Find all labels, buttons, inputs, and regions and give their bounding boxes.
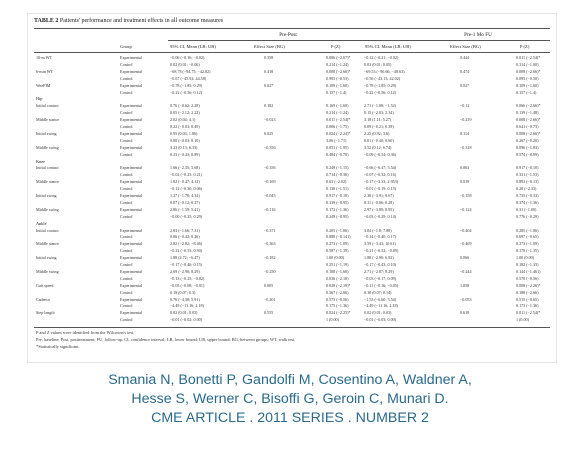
cell-ci-prefu: −0.09 (−0.54; 0.36) bbox=[364, 151, 397, 157]
cell-p-prepost: 0.273 (−1.09) bbox=[326, 241, 349, 247]
cell-group: Experimental bbox=[120, 179, 143, 185]
cell-p-prepost: 0.567 (−2.66) bbox=[326, 289, 349, 295]
cell-es-prepost: −0.356 bbox=[264, 165, 276, 171]
cell-es-prefu: 0.474 bbox=[460, 68, 470, 74]
group-header-pre-fu: Pre-1 Mo FU bbox=[464, 32, 492, 38]
cell-ci-prefu: −0.78 (−1.85; 0.29) bbox=[364, 82, 397, 88]
cell-p-prepost: 1.00 (0.00) bbox=[326, 255, 345, 261]
cell-es-prefu: −0.124 bbox=[460, 206, 472, 212]
cell-p-prefu: 0.314 (−1.00) bbox=[516, 61, 539, 67]
cell-ci-prefu: −0.03 (−0.17; 0.09) bbox=[364, 275, 397, 281]
cell-ci-prepost: 1.27 (−1.78; 4.34) bbox=[170, 193, 200, 198]
cell-p-prepost: 0.036 (−2.10) bbox=[326, 275, 349, 281]
cell-group: Control bbox=[120, 303, 133, 309]
cell-p-prefu: 0.331 (−1.53) bbox=[516, 172, 539, 178]
cell-es-prefu: 0.066 bbox=[460, 255, 470, 261]
cell-ci-prepost: −0.13 (−0.25; −0.02) bbox=[170, 275, 205, 281]
cell-p-prefu: 0.31 (−1.00) bbox=[516, 206, 537, 212]
cell-p-prepost: 0.917 (−0.10) bbox=[326, 193, 349, 198]
cell-group: Experimental bbox=[120, 206, 143, 212]
cell-p-prepost: 0.214 (−1.24) bbox=[326, 110, 349, 116]
caption-authors-line-1: Smania N, Bonetti P, Gandolfi M, Cosentino A, Waldner A, bbox=[108, 372, 472, 388]
cell-ci-prepost: −0.05 (−0.08; −0.01) bbox=[170, 282, 205, 288]
cell-measure: Initial contact bbox=[36, 227, 59, 233]
footnote-wilcoxon: P and Z values were identified from the Wilcoxon's test. bbox=[36, 330, 135, 335]
cell-group: Experimental bbox=[120, 310, 143, 316]
cell-p-prefu: 0.011 (−2.54)* bbox=[516, 310, 541, 316]
group-header-rule bbox=[168, 40, 550, 41]
col-header-p-1: P (Z) bbox=[331, 44, 341, 49]
cell-p-prefu: 0.182 (−1.33) bbox=[516, 262, 539, 267]
cell-p-prefu: 0.697 (−0.65) bbox=[516, 234, 539, 240]
header-bottom-rule bbox=[34, 52, 550, 53]
cell-measure: Gait speed bbox=[36, 282, 54, 288]
cell-measure: Middle swing bbox=[36, 144, 59, 150]
footnote-significance: *Statistically significant. bbox=[36, 344, 80, 349]
cell-p-prefu: 0.008 (−2.66)* bbox=[516, 117, 541, 123]
cell-ci-prepost: 2.86 (−1.59; 5.41) bbox=[170, 206, 200, 212]
cell-ci-prepost: −0.02 (−0.25; 0.21) bbox=[170, 172, 203, 178]
col-header-p-2: P (Z) bbox=[520, 44, 530, 49]
caption-series-line: CME ARTICLE . 2011 SERIES . NUMBER 2 bbox=[151, 410, 429, 426]
cell-p-prepost: 0.024 (−2.24)* bbox=[326, 130, 351, 136]
cell-p-prepost: 0.714 (−0.36) bbox=[326, 172, 349, 178]
cell-ci-prefu: −0.12 (−0.21; −0.02) bbox=[364, 55, 399, 60]
cell-ci-prepost: −0.22 (−0.56; 0.12) bbox=[170, 89, 203, 95]
cell-ci-prefu: −0.14 (−0.40; 0.17) bbox=[364, 234, 397, 240]
cell-p-prepost: 0.108 (−1.60) bbox=[326, 268, 349, 274]
cell-group: Control bbox=[120, 248, 133, 254]
cell-es-prefu: −0.318 bbox=[460, 144, 472, 150]
cell-group: Control bbox=[120, 199, 133, 205]
cell-p-prefu: 0.374 (−1.36) bbox=[516, 199, 539, 205]
cell-ci-prepost: −0.67 (−45.92; 44.58) bbox=[170, 75, 207, 81]
cell-es-prepost: −0.182 bbox=[264, 255, 276, 261]
cell-es-prefu: 0.063 bbox=[460, 165, 470, 171]
cell-es-prepost: −0.045 bbox=[264, 193, 276, 198]
cell-p-prefu: 0.095 (−0.50) bbox=[516, 75, 539, 81]
cell-es-prefu: −0.12 bbox=[460, 103, 470, 109]
cell-p-prepost: 0.175 (−1.36) bbox=[326, 303, 349, 309]
cell-measure: Middle stance bbox=[36, 179, 60, 185]
group-header-pre-post: Pre-Post bbox=[279, 32, 297, 38]
cell-p-prepost: 0.214 (−1.24) bbox=[326, 61, 349, 67]
cell-p-prepost: 0.169 (−1.60) bbox=[326, 103, 349, 109]
cell-ci-prefu: −4.49 (−11.16; 2.18) bbox=[364, 303, 398, 309]
cell-group: Experimental bbox=[120, 117, 143, 123]
cell-p-prefu: 0.178 (−1.35) bbox=[516, 248, 539, 254]
cell-group: Experimental bbox=[120, 68, 143, 74]
cell-measure: Initial swing bbox=[36, 193, 57, 198]
cell-p-prefu: 0.096 (−1.83) bbox=[516, 144, 539, 150]
cell-p-prefu: 0.066 (−2.66)* bbox=[516, 103, 541, 109]
cell-p-prefu: 0.574 (−0.99) bbox=[516, 151, 539, 157]
cell-ci-prefu: 0.11 (−0.06; 0.28) bbox=[364, 199, 394, 205]
cell-group: Experimental bbox=[120, 103, 143, 109]
cell-es-prepost: −0.363 bbox=[264, 241, 276, 247]
cell-p-prepost: 0.251 (−1.19) bbox=[326, 262, 349, 267]
cell-p-prepost: 0.249 (−1.15) bbox=[326, 165, 349, 171]
section-label: Ankle bbox=[36, 220, 47, 226]
cell-p-prepost: 0.024 (−2.25)* bbox=[326, 310, 351, 316]
cell-p-prepost: 0.995 (−0.53) bbox=[326, 75, 349, 81]
cell-ci-prefu: 0.09 (−0.21; 0.39) bbox=[364, 124, 394, 129]
cell-ci-prefu: 0.18 (0.07; 0.14) bbox=[364, 289, 392, 295]
cell-ci-prepost: −4.49 (−11.16; 2.18) bbox=[170, 303, 204, 309]
cell-measure: 6-min WT bbox=[36, 68, 54, 74]
cell-ci-prefu: 1.88 (−2.90; 6.92) bbox=[364, 255, 394, 261]
cell-ci-prepost: 1.82 (−0.47; 4.12) bbox=[170, 179, 200, 185]
cell-p-prepost: 1 (0.00) bbox=[326, 317, 339, 323]
cell-ci-prepost: −68.78 (−94.75; −42.82) bbox=[170, 68, 211, 74]
cell-ci-prefu: −0.11 (−0.16; −0.05) bbox=[364, 282, 399, 288]
cell-ci-prepost: 0.76 (−0.62; 2.28) bbox=[170, 103, 200, 109]
cell-group: Experimental bbox=[120, 227, 143, 233]
cell-ci-prepost: 3.23 (0.13; 6.33) bbox=[170, 144, 198, 150]
cell-p-prefu: 0.285 (−1.06) bbox=[516, 227, 539, 233]
cell-group: Control bbox=[120, 289, 133, 295]
cell-p-prepost: 0.006 (−1.75) bbox=[326, 124, 349, 129]
cell-ci-prepost: −0.22 (−0.53; 0.94) bbox=[170, 248, 203, 254]
cell-group: Control bbox=[120, 262, 133, 267]
cell-p-prepost: 0.587 (−1.39) bbox=[326, 248, 349, 254]
cell-measure: Middle stance bbox=[36, 117, 60, 123]
cell-es-prepost: −0.023 bbox=[264, 117, 276, 123]
cell-measure: Middle stance bbox=[36, 241, 60, 247]
cell-p-prefu: 0.144 (−1.461) bbox=[516, 268, 541, 274]
cell-ci-prepost: 2.69 (−2.90; 8.29) bbox=[170, 268, 200, 274]
cell-es-prepost: −0.116 bbox=[264, 206, 276, 212]
cell-p-prefu: 0.008 (−2.66)* bbox=[516, 130, 541, 136]
cell-group: Control bbox=[120, 186, 133, 192]
cell-es-prepost: −0.169 bbox=[264, 179, 276, 185]
cell-group: Control bbox=[120, 137, 133, 143]
cell-ci-prepost: 0.76 (−4.38; 5.91) bbox=[170, 296, 200, 302]
cell-group: Control bbox=[120, 124, 133, 129]
cell-group: Control bbox=[120, 317, 133, 323]
cell-group: Experimental bbox=[120, 296, 143, 302]
cell-es-prefu: 0.619 bbox=[460, 310, 470, 316]
cell-es-prefu: −0.053 bbox=[460, 296, 472, 302]
cell-ci-prefu: 0.03 (0.01; 0.05) bbox=[364, 61, 392, 67]
cell-ci-prefu: −0.66 (−6.47; 5.54) bbox=[364, 165, 397, 171]
cell-p-prepost: 0.157 (−1.4) bbox=[326, 89, 347, 95]
cell-p-prefu: 0.917 (−0.10) bbox=[516, 165, 539, 171]
cell-ci-prepost: 0.07 (−0.12; 0.27) bbox=[170, 199, 200, 205]
cell-measure: Initial contact bbox=[36, 103, 59, 109]
cell-group: Control bbox=[120, 172, 133, 178]
cell-p-prepost: 0.028 (−2.19)* bbox=[326, 282, 351, 288]
cell-ci-prefu: 3.52 (0.12; 6.74) bbox=[364, 144, 392, 150]
cell-group: Experimental bbox=[120, 193, 143, 198]
cell-ci-prefu: −1.53 (−6.60; 3.54) bbox=[364, 296, 397, 302]
table-title bbox=[34, 18, 223, 24]
cell-ci-prefu: 2.71 (−1.08; −1.52) bbox=[364, 103, 397, 109]
cell-ci-prepost: 0.02 (0.01; 0.03) bbox=[170, 310, 198, 316]
cell-group: Control bbox=[120, 110, 133, 116]
cell-es-prefu: −0.244 bbox=[460, 268, 472, 274]
cell-p-prefu: 0.20 (−2.33) bbox=[516, 186, 537, 192]
cell-p-prefu: 0.188 (−2.66) bbox=[516, 289, 539, 295]
cell-p-prepost: 0.006 (−2.67)* bbox=[326, 55, 351, 60]
cell-p-prepost: 0.249 (−0.95) bbox=[326, 213, 349, 219]
cell-p-prepost: 0.575 (−0.56) bbox=[326, 296, 349, 302]
cell-ci-prepost: 2.83 (−1.66; 7.31) bbox=[170, 227, 200, 233]
cell-measure: Cadence bbox=[36, 296, 51, 302]
cell-p-prefu: 0.008 (−2.66)* bbox=[516, 68, 541, 74]
cell-group: Control bbox=[120, 89, 133, 95]
cell-ci-prefu: 2.25 (0.92; 3.6) bbox=[364, 130, 390, 136]
cell-ci-prepost: −0.00 (−0.25; 0.29) bbox=[170, 213, 203, 219]
cell-ci-prefu: 3.18 (1.11; 5.27) bbox=[364, 117, 392, 123]
cell-group: Control bbox=[120, 151, 133, 157]
cell-ci-prefu: 2.30 (−3.91; 8.67) bbox=[364, 193, 394, 198]
cell-p-prefu: 0.011 (−2.54)* bbox=[516, 55, 541, 60]
cell-ci-prefu: 0.15 (−2.03; 2.34) bbox=[364, 110, 394, 116]
table-number: TABLE 2 bbox=[34, 18, 59, 24]
cell-group: Control bbox=[120, 61, 133, 67]
cell-ci-prefu: −0.07 (−0.32; 0.16) bbox=[364, 172, 397, 178]
cell-ci-prepost: −0.01 (−0.02; 0.00) bbox=[170, 317, 203, 323]
table-title-text: Patients' performance and treatment effects in all outcome measures bbox=[58, 18, 224, 24]
cell-ci-prefu: 2.97 (−3.89; 8.95) bbox=[364, 206, 394, 212]
cell-ci-prefu: −0.17 (−0.43; 0.10) bbox=[364, 262, 397, 267]
col-header-es-1: Effect Size (BG) bbox=[254, 44, 285, 49]
cell-es-prepost: 0.025 bbox=[264, 130, 274, 136]
cell-group: Experimental bbox=[120, 268, 143, 274]
cell-ci-prefu: −0.22 (−0.56; 0.12) bbox=[364, 89, 397, 95]
section-label: Hip bbox=[36, 96, 43, 102]
cell-ci-prepost: −0.17 (−0.46; 0.15) bbox=[170, 262, 203, 267]
cell-p-prefu: 0.776 (−0.29) bbox=[516, 213, 539, 219]
cell-ci-prefu: 0.01 (−0.40; 0.60) bbox=[364, 137, 394, 143]
cell-ci-prefu: −0.21 (−0.52; −0.09) bbox=[364, 248, 399, 254]
cell-es-prepost: 0.005 bbox=[264, 282, 274, 288]
cell-group: Experimental bbox=[120, 282, 143, 288]
cell-ci-prefu: 0.02 (0.01; 0.03) bbox=[364, 310, 392, 316]
cell-ci-prepost: 2.82 (−2.82; −8.46) bbox=[170, 241, 203, 247]
cell-p-prepost: 0.888 (−0.141) bbox=[326, 234, 351, 240]
table-document bbox=[28, 14, 556, 362]
cell-es-prepost: 0.182 bbox=[264, 103, 274, 109]
cell-p-prefu: 0.641 (−0.73) bbox=[516, 124, 539, 129]
cell-p-prefu: 0.139 (−1.48) bbox=[516, 110, 539, 116]
cell-p-prepost: 0.484 (−0.70) bbox=[326, 151, 349, 157]
cell-p-prepost: 0.339 (−0.95) bbox=[326, 199, 349, 205]
caption-authors-line-2: Hesse S, Werner C, Bisoffi G, Geroin C, Munari D. bbox=[131, 391, 449, 407]
cell-measure: WeeFIM bbox=[36, 82, 51, 88]
cell-ci-prepost: 1.88 (2.72; −6.47) bbox=[170, 255, 200, 261]
cell-group: Control bbox=[120, 213, 133, 219]
cell-group: Experimental bbox=[120, 82, 143, 88]
cell-es-prepost: −0.371 bbox=[264, 227, 276, 233]
cell-es-prepost: −0.356 bbox=[264, 144, 276, 150]
cell-p-prefu: 1.00 (0.00) bbox=[516, 255, 535, 261]
cell-ci-prepost: −0.78 (−1.85; 0.29) bbox=[170, 82, 203, 88]
cell-p-prefu: 0.157 (−1.4) bbox=[516, 89, 537, 95]
cell-es-prefu: −0.219 bbox=[460, 117, 472, 123]
cell-group: Experimental bbox=[120, 144, 143, 150]
cell-p-prepost: 0.172 (−1.36) bbox=[326, 206, 349, 212]
cell-p-prepost: 3.06 (−1.71) bbox=[326, 137, 347, 143]
cell-group: Experimental bbox=[120, 165, 143, 171]
cell-measure: Initial contact bbox=[36, 165, 59, 171]
cell-ci-prefu: 2.71 (−2.87; 8.29) bbox=[364, 268, 394, 274]
cell-p-prefu: 0.515 (−0.65) bbox=[516, 296, 539, 302]
cell-p-prepost: 0.109 (−1.60) bbox=[326, 82, 349, 88]
cell-group: Control bbox=[120, 275, 133, 281]
cell-es-prefu: 0.114 bbox=[460, 130, 470, 136]
cell-p-prepost: 0.051 (−1.95) bbox=[326, 144, 349, 150]
cell-ci-prefu: −0.01 (−0.03; 0.00) bbox=[364, 317, 397, 323]
cell-p-prefu: 0.008 (−2.26)* bbox=[516, 282, 541, 288]
cell-ci-prepost: 0.22 (−0.03; 0.49) bbox=[170, 124, 200, 129]
cell-ci-prepost: 0.06 (−0.42; 0.26) bbox=[170, 234, 200, 240]
cell-es-prefu: −0.469 bbox=[460, 241, 472, 247]
cell-ci-prepost: 0.95 (0.03; 1.86) bbox=[170, 130, 198, 136]
cell-es-prefu: 1.058 bbox=[460, 282, 470, 288]
cell-p-prepost: 0.205 (−1.06) bbox=[326, 227, 349, 233]
cell-es-prefu: 0.444 bbox=[460, 55, 470, 60]
cell-ci-prefu: 3.04 (−1.8; 7.88) bbox=[364, 227, 392, 233]
table-bottom-rule bbox=[34, 327, 550, 328]
cell-group: Experimental bbox=[120, 55, 143, 60]
cell-es-prepost: 0.027 bbox=[264, 82, 274, 88]
cell-ci-prepost: 0.19 (0.07; 0.3) bbox=[170, 289, 196, 295]
cell-es-prepost: 0.555 bbox=[264, 310, 274, 316]
cell-p-prepost: 0.63 (−2.02) bbox=[326, 179, 347, 185]
cell-group: Experimental bbox=[120, 130, 143, 136]
cell-ci-prepost: 1.66 (−2.35; 5.68) bbox=[170, 165, 200, 171]
cell-p-prefu: 0.273 (−1.09) bbox=[516, 241, 539, 247]
cell-p-prefu: 0.893 (−0.13) bbox=[516, 179, 539, 185]
cell-ci-prefu: −0.56 (−43.13; 42.02) bbox=[364, 75, 401, 81]
cell-group: Control bbox=[120, 75, 133, 81]
cell-measure: Initial swing bbox=[36, 130, 57, 136]
cell-p-prefu: 0.570 (−0.56) bbox=[516, 275, 539, 281]
cell-ci-prepost: 0.00 (−0.03; 0.10) bbox=[170, 137, 200, 143]
cell-p-prefu: 0.173 (−1.36) bbox=[516, 303, 539, 309]
cell-ci-prepost: 0.05 (−2.12; 2.22) bbox=[170, 110, 200, 116]
cell-ci-prepost: 2.02 (0.04; 4.1) bbox=[170, 117, 196, 123]
cell-ci-prepost: 0.02 (0.01; −0.06) bbox=[170, 61, 200, 67]
cell-p-prepost: 0.011 (−2.54)* bbox=[326, 117, 351, 123]
cell-group: Control bbox=[120, 234, 133, 240]
cell-p-prefu: 0.735 (−0.33) bbox=[516, 193, 539, 198]
col-header-es-2: Effect Size (BG) bbox=[450, 44, 481, 49]
cell-p-prepost: 0.130 (−1.51) bbox=[326, 186, 349, 192]
cell-measure: Middle swing bbox=[36, 268, 59, 274]
cell-ci-prepost: 0.23 (−0.43; 0.89) bbox=[170, 151, 200, 157]
col-header-ci-1: 95% CI, Mean (LB; UB) bbox=[170, 44, 216, 49]
cell-p-prefu: 0.109 (−1.60) bbox=[516, 82, 539, 88]
cell-es-prefu: 0.027 bbox=[460, 82, 470, 88]
table-top-rule bbox=[34, 28, 550, 29]
cell-p-prefu: 0.267 (−0.20) bbox=[516, 137, 539, 143]
cell-ci-prefu: −0.03 (−0.29; 0.14) bbox=[364, 213, 397, 219]
section-label: Knee bbox=[36, 158, 46, 164]
col-header-group: Group bbox=[120, 44, 132, 49]
cell-measure: Step length bbox=[36, 310, 55, 316]
cell-group: Experimental bbox=[120, 255, 143, 261]
cell-ci-prefu: −69.53 (−90.66; −48.63) bbox=[364, 68, 405, 74]
cell-ci-prefu: 3.59 (−3.43; 10.61) bbox=[364, 241, 396, 247]
cell-p-prefu: 1 (0.00) bbox=[516, 317, 529, 323]
cell-ci-prefu: −0.01 (−0.19; 0.15) bbox=[364, 186, 397, 192]
col-header-ci-2: 95% CI, Mean (LB; UB) bbox=[365, 44, 411, 49]
cell-measure: Middle swing bbox=[36, 206, 59, 212]
cell-measure: 10-m WT bbox=[36, 55, 52, 60]
cell-es-prepost: −0.250 bbox=[264, 268, 276, 274]
cell-ci-prepost: −0.12 (−0.30; 0.06) bbox=[170, 186, 203, 192]
cell-ci-prepost: −0.06 (−0.16; −0.02) bbox=[170, 55, 205, 60]
cell-group: Experimental bbox=[120, 241, 143, 247]
cell-es-prepost: −0.201 bbox=[264, 296, 276, 302]
cell-measure: Initial swing bbox=[36, 255, 57, 261]
cell-es-prefu: −0.404 bbox=[460, 227, 472, 233]
footnote-abbreviations: Pre, baseline; Post, posttreatment; FU, follow-up; CI, confidence interval; LB, lower bound; UB, upper bound; BG, between groups; WT, walk test. bbox=[36, 337, 296, 342]
cell-es-prefu: −0.158 bbox=[460, 193, 472, 198]
cell-ci-prefu: −0.17 (−3.33; 2.953) bbox=[364, 179, 399, 185]
cell-es-prepost: 0.358 bbox=[264, 55, 274, 60]
cell-p-prepost: 0.000 (−2.66)* bbox=[326, 68, 351, 74]
cell-es-prepost: 0.418 bbox=[264, 68, 274, 74]
cell-es-prefu: 0.019 bbox=[460, 179, 470, 185]
